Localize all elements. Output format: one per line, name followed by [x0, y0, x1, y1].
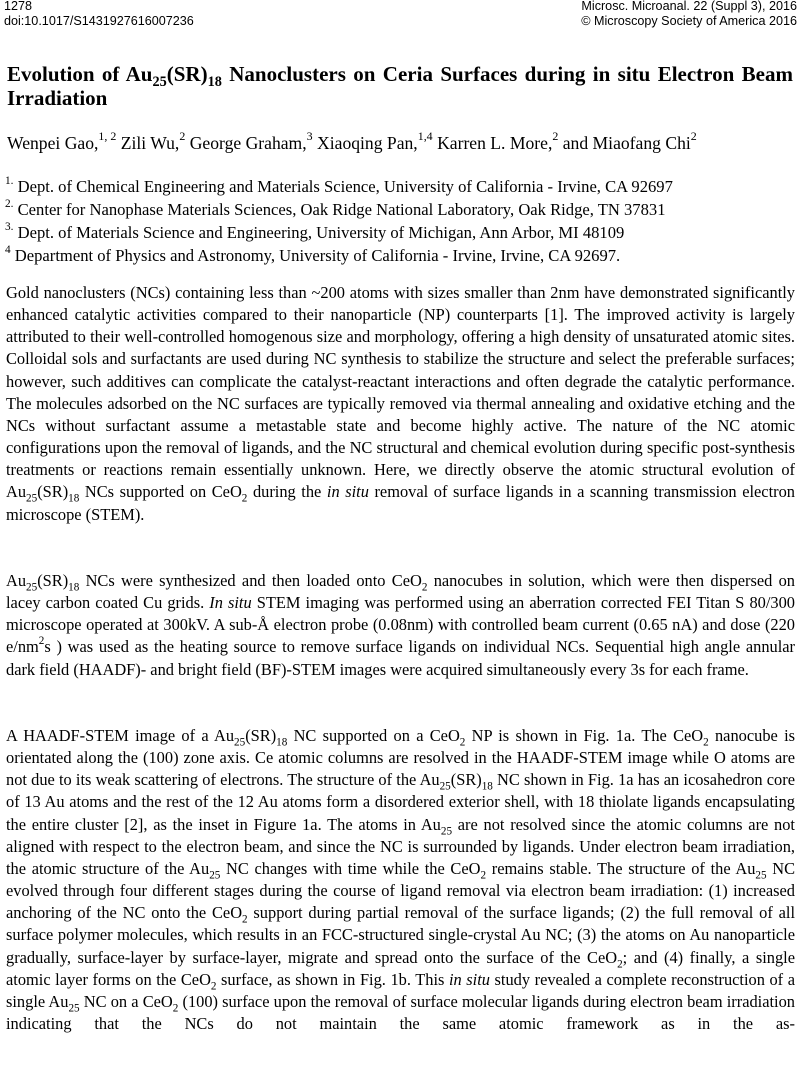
author-list: Wenpei Gao,$^{1, 2}$ Zili Wu,$^2$ George Graham,$^3$ Xiaoqing Pan,$^{1,4}$ Karren L. More,$^2$ and Miaofang Chi$^2$	[7, 129, 697, 153]
affiliation: $^4$ Department of Physics and Astronomy, University of California - Irvine, Irvine, CA 92697.	[5, 243, 621, 265]
paragraph-results: A HAADF-STEM image of a $Au_{25}(SR)_{18}$ NC supported on a CeO$_2$ NP is shown in Fig. 1a. The CeO$_2$ nanocube is orientated along the (100) zone axis. Ce atomic columns are resolved in the HAADF-STEM image while O atoms are not due to its weak scattering of electrons. The structure of the $Au_{25}(SR)_{18}$ NC shown in Fig. 1a has an icosahedron core of 13 Au atoms and the rest of the 12 Au atoms form a disordered exterior shell, with 18 thiolate ligands encapsulating the entire cluster [2], as the inset in Figure 1a. The atoms in $Au_{25}$ are not resolved since the atomic columns are not aligned with respect to the electron beam, and since the NC is surrounded by ligands. Under electron beam irradiation, the atomic structure of the $Au_{25}$ NC changes with time while the CeO$_2$ remains stable. The structure of the $Au_{25}$ NC evolved through four different stages during the course of ligand removal via electron beam irradiation: (1) increased anchoring of the NC onto the CeO$_2$ support during partial removal of the surface ligands; (2) the full removal of all surface polymer molecules, which results in an FCC-structured single-crystal Au NC; (3) the atoms on Au nanoparticle gradually, surface-layer by surface-layer, migrate and spread onto the surface of the CeO$_2$; and (4) finally, a single atomic layer forms on the CeO$_2$ surface, as shown in Fig. 1b. This in situ study revealed a complete reconstruction of a single $Au_{25}$ NC on a CeO$_2$ (100) surface upon the removal of surface molecular ligands during electron beam irradiation indicating that the NCs do not maintain the same atomic framework as in the as-	[6, 726, 796, 1034]
copyright: © Microscopy Society of America 2016	[581, 14, 797, 28]
page-number: 1278	[4, 0, 33, 13]
header-left	[4, 0, 194, 29]
paper-title: Evolution of $Au_{25}(SR)_{18}$ Nanoclusters on Ceria Surfaces during in situ Electron Beam Irradiation	[7, 62, 793, 110]
paragraph-methods: $Au_{25}(SR)_{18}$ NCs were synthesized and then loaded onto CeO$_2$ nanocubes in solution, which were then dispersed on lacey carbon coated Cu grids. In situ STEM imaging was performed using an aberration corrected FEI Titan S 80/300 microscope operated at 300kV. A sub-Å electron probe (0.08nm) with controlled beam current (0.65 nA) and dose (220 $e/nm^2s$ ) was used as the heating source to remove surface ligands on individual NCs. Sequential high angle annular dark field (HAADF)- and bright field (BF)-STEM images were acquired simultaneously every 3s for each frame.	[6, 571, 795, 679]
doi: doi:10.1017/S1431927616007236	[4, 14, 194, 28]
paragraph-introduction: Gold nanoclusters (NCs) containing less than ~200 atoms with sizes smaller than 2nm have demonstrated significantly enhanced catalytic activities compared to their nanoparticle (NP) counterparts [1]. The improved activity is largely attributed to their well-controlled homogenous size and morphology, offering a high density of unsaturated atomic sites. Colloidal sols and surfactants are used during NC synthesis to stabilize the structure and select the preferable surfaces; however, such additives can complicate the catalyst-reactant interactions and often degrade the catalytic performance. The molecules adsorbed on the NC surfaces are typically removed via thermal annealing and oxidative etching and the NCs without surfactant assume a metastable state and become highly active. The nature of the NC atomic configurations upon the removal of ligands, and the NC structural and chemical evolution during specific post-synthesis treatments or reactions remain essentially unknown. Here, we directly observe the atomic structural evolution of $Au_{25}(SR)_{18}$ NCs supported on CeO$_2$ during the in situ removal of surface ligands in a scanning transmission electron microscope (STEM).	[6, 283, 795, 524]
journal-citation: Microsc. Microanal. 22 (Suppl 3), 2016	[581, 0, 797, 13]
affiliation: $^{2.}$ Center for Nanophase Materials Sciences, Oak Ridge National Laboratory, Oak Ridge, TN 37831	[5, 197, 666, 219]
header-right	[581, 0, 797, 29]
affiliation: $^{1.}$ Dept. of Chemical Engineering and Materials Science, University of California - Irvine, CA 92697	[5, 174, 673, 196]
affiliation-list	[5, 175, 673, 267]
affiliation: $^{3.}$ Dept. of Materials Science and Engineering, University of Michigan, Ann Arbor, MI 48109	[5, 220, 625, 242]
